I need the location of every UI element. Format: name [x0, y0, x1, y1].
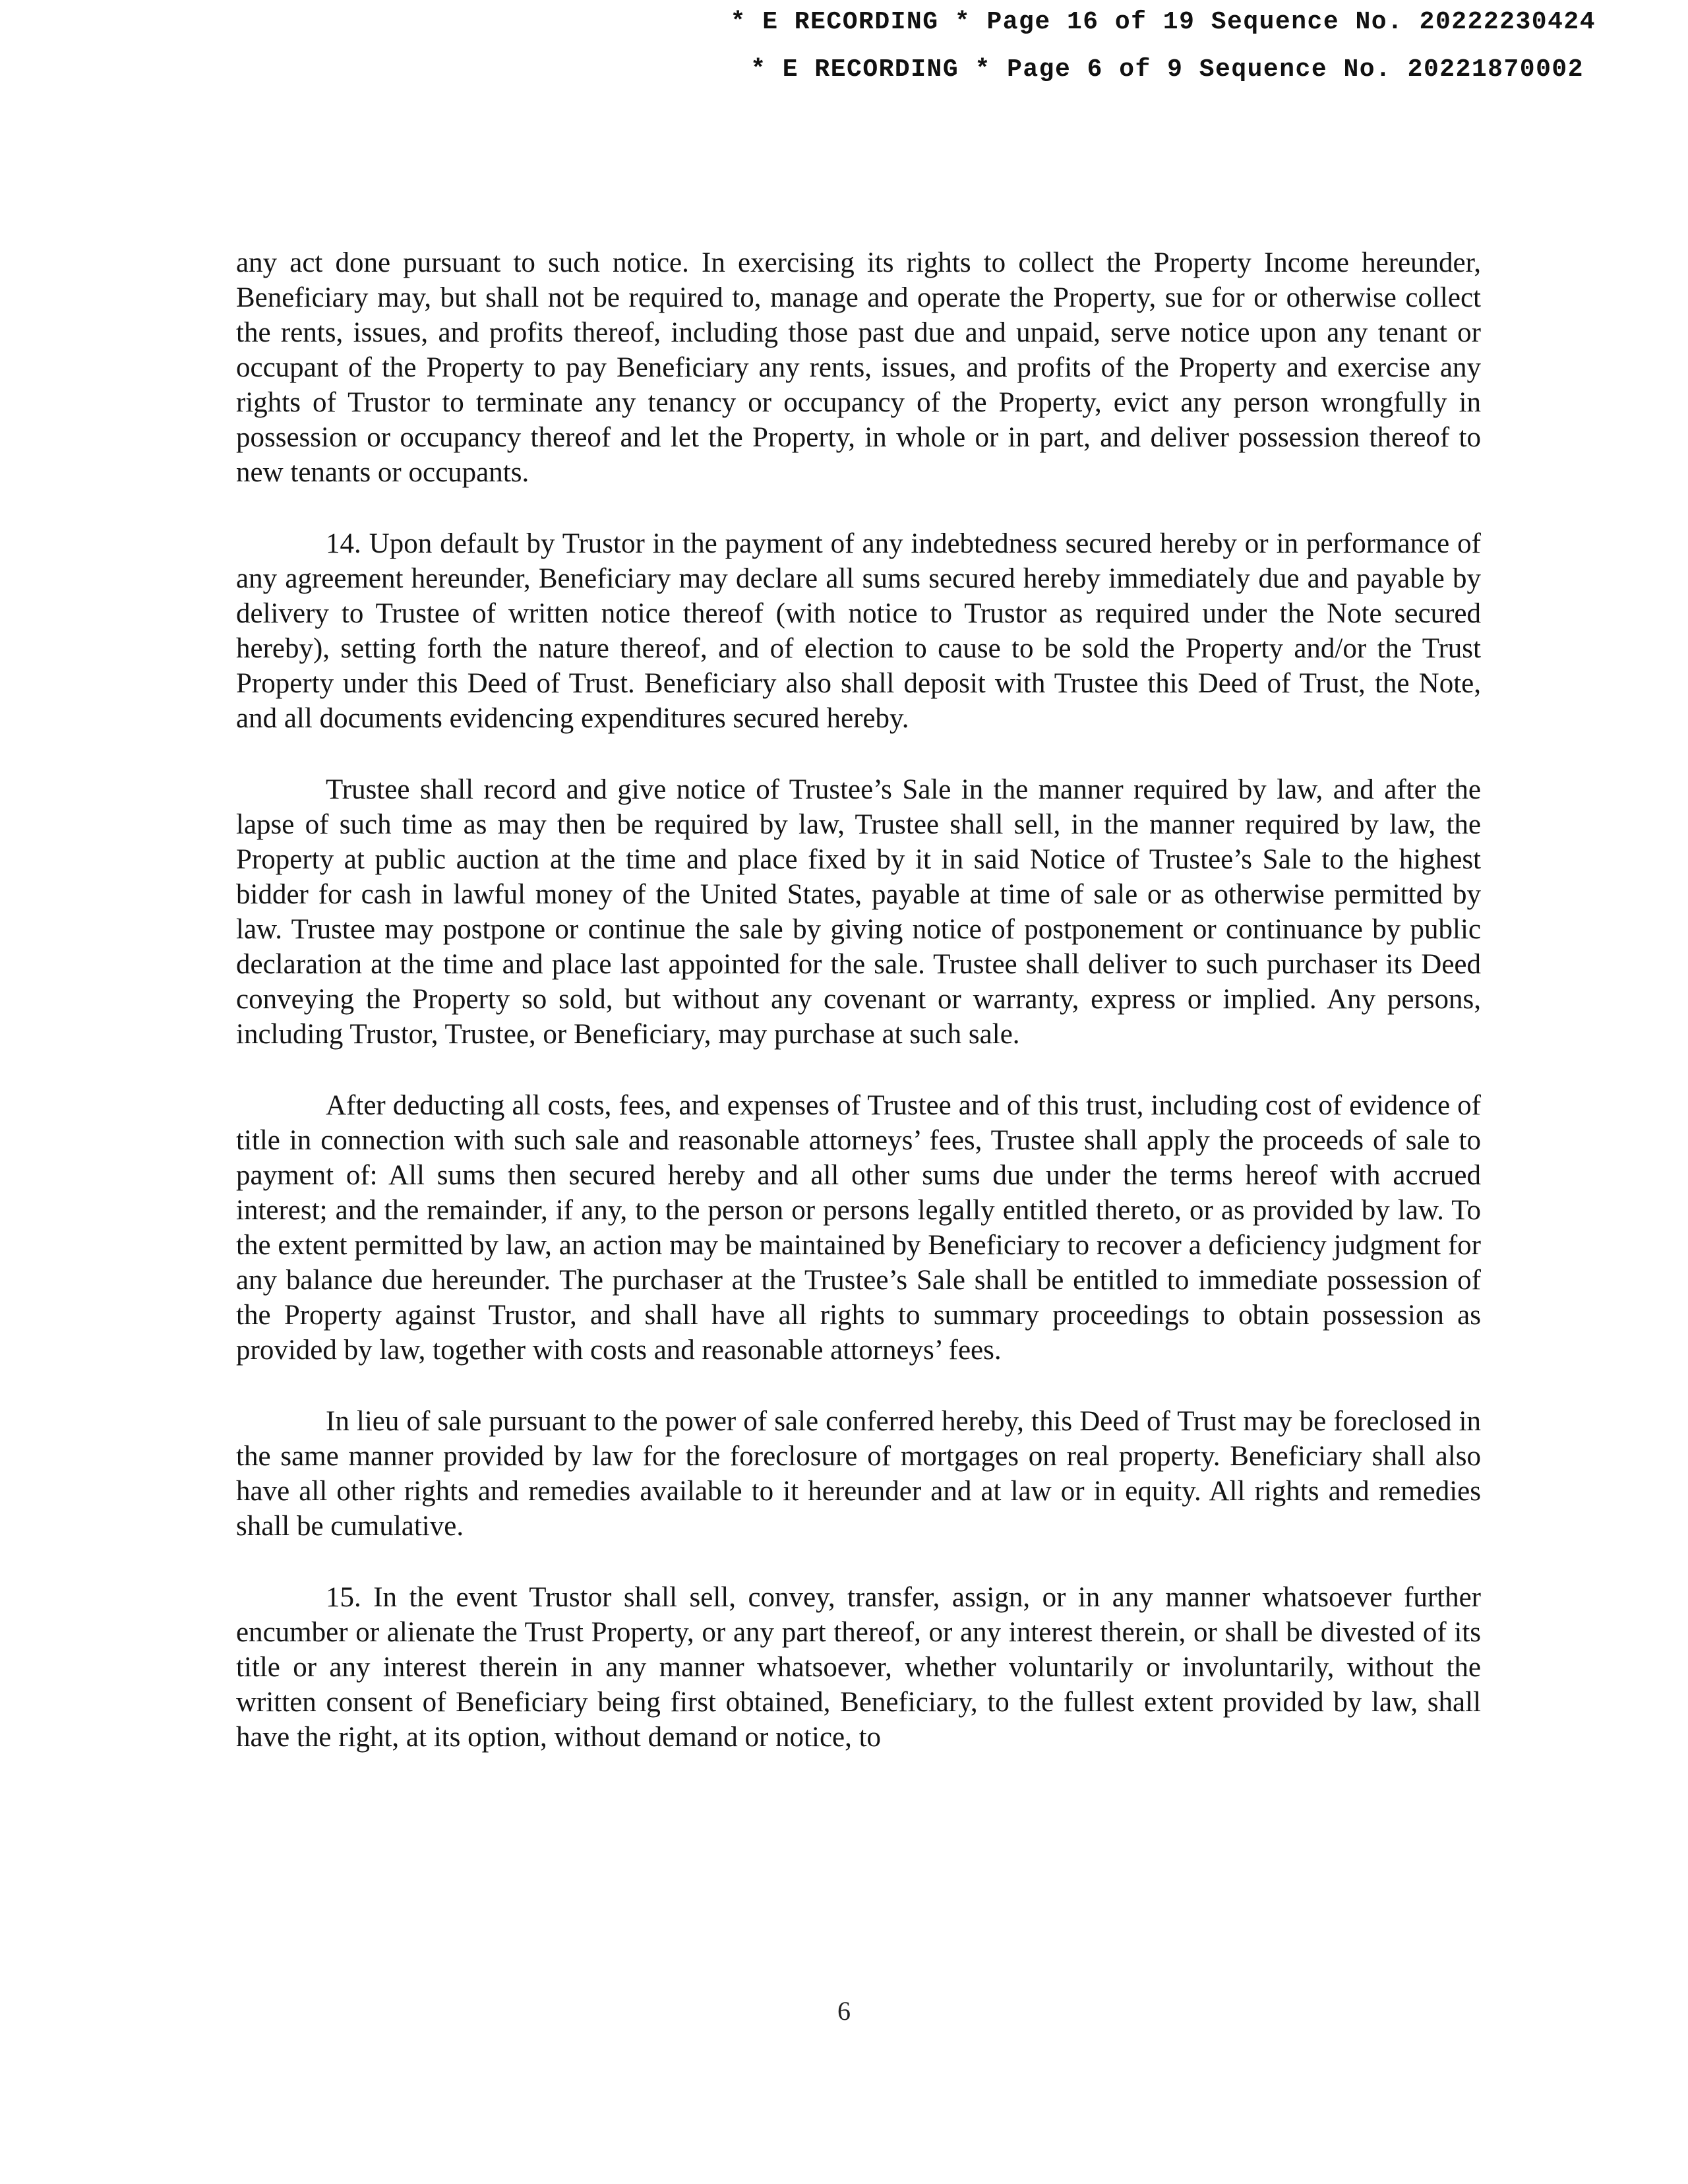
recording-stamp-line-1: * E RECORDING * Page 16 of 19 Sequence No. 20222230424: [730, 8, 1596, 36]
paragraph-15-transfer: 15. In the event Trustor shall sell, convey, transfer, assign, or in any manner whatsoever further encumber or alienate the Trust Property, or any part thereof, or any interest therein, or shall be divested of its title or any interest therein in any manner whatsoever, whether voluntarily or involuntarily, without the written consent of Beneficiary being first obtained, Beneficiary, to the fullest extent provided by law, shall have the right, at its option, without demand or notice, to: [236, 1582, 1481, 1753]
recording-stamp-line-2: * E RECORDING * Page 6 of 9 Sequence No. 20221870002: [750, 55, 1584, 84]
paragraph-continuation: any act done pursuant to such notice. In exercising its rights to collect the Property Income hereunder, Beneficiary may, but shall not be required to, manage and operate the Property, sue for or otherwise collect the rents, issues, and profits thereof, including those past due and unpaid, serve notice upon any tenant or occupant of the Property to pay Beneficiary any rents, issues, and profits of the Property and exercise any rights of Trustor to terminate any tenancy or occupancy of the Property, evict any person wrongfully in possession or occupancy thereof and let the Property, in whole or in part, and deliver possession thereof to new tenants or occupants.: [236, 247, 1481, 488]
paragraph-foreclosure: In lieu of sale pursuant to the power of sale conferred hereby, this Deed of Trust may be foreclosed in the same manner provided by law for the foreclosure of mortgages on real property. Beneficiary shall also have all other rights and remedies available to it hereunder and at law or in equity. All rights and remedies shall be cumulative.: [236, 1406, 1481, 1542]
paragraph-trustee-sale: Trustee shall record and give notice of Trustee’s Sale in the manner required by law, and after the lapse of such time as may then be required by law, Trustee shall sell, in the manner required by law, the Property at public auction at the time and place fixed by it in said Notice of Trustee’s Sale to the highest bidder for cash in lawful money of the United States, payable at time of sale or as otherwise permitted by law. Trustee may postpone or continue the sale by giving notice of postponement or continuance by public declaration at the time and place last appointed for the sale. Trustee shall deliver to such purchaser its Deed conveying the Property so sold, but without any covenant or warranty, express or implied. Any persons, including Trustor, Trustee, or Beneficiary, may purchase at such sale.: [236, 774, 1481, 1050]
document-body: [236, 245, 1481, 1791]
page-number: 6: [837, 1996, 851, 2026]
paragraph-14-default: 14. Upon default by Trustor in the payment of any indebtedness secured hereby or in performance of any agreement hereunder, Beneficiary may declare all sums secured hereby immediately due and payable by delivery to Trustee of written notice thereof (with notice to Trustor as required under the Note secured hereby), setting forth the nature thereof, and of election to cause to be sold the Property and/or the Trust Property under this Deed of Trust. Beneficiary also shall deposit with Trustee this Deed of Trust, the Note, and all documents evidencing expenditures secured hereby.: [236, 528, 1481, 734]
paragraph-sale-proceeds: After deducting all costs, fees, and expenses of Trustee and of this trust, including cost of evidence of title in connection with such sale and reasonable attorneys’ fees, Trustee shall apply the proceeds of sale to payment of: All sums then secured hereby and all other sums due under the terms hereof with accrued interest; and the remainder, if any, to the person or persons legally entitled thereto, or as provided by law. To the extent permitted by law, an action may be maintained by Beneficiary to recover a deficiency judgment for any balance due hereunder. The purchaser at the Trustee’s Sale shall be entitled to immediate possession of the Property against Trustor, and shall have all rights to summary proceedings to obtain possession as provided by law, together with costs and reasonable attorneys’ fees.: [236, 1090, 1481, 1366]
